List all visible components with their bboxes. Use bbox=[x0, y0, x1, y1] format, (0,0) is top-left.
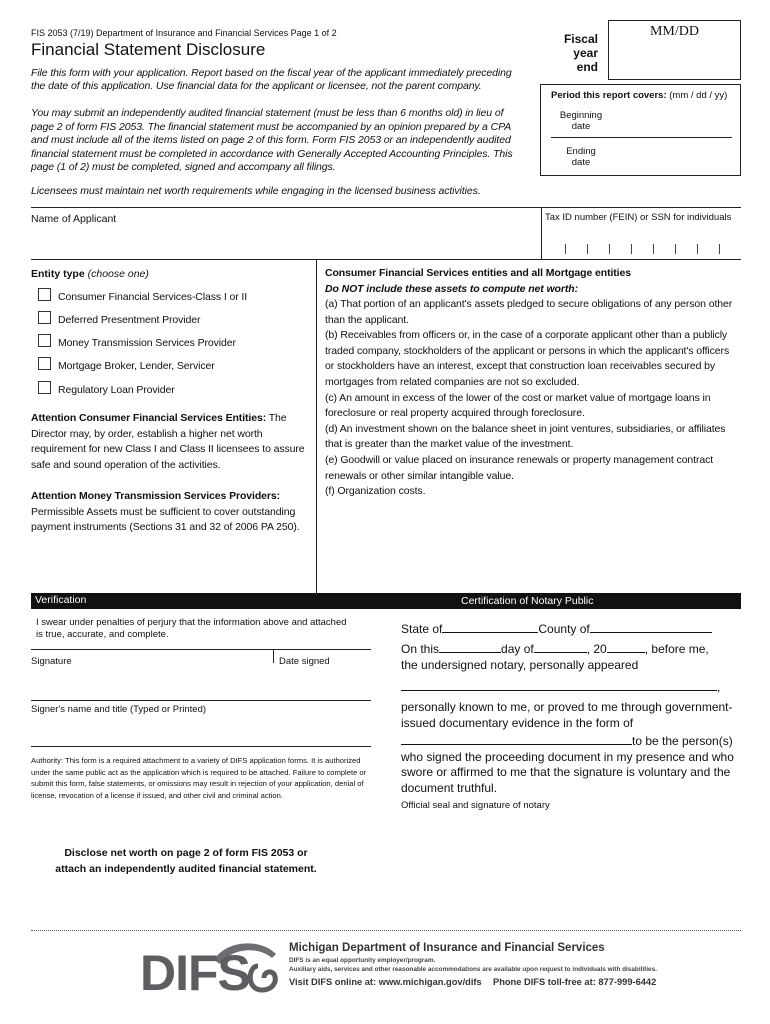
intro-paragraph-2: You may submit an independently audited financial statement (must be less than 6 months old) in lieu of page 2 of form FIS 2053. The financial statement must be accompanied by an opinion prepared by a CPA and must include all of the items listed on page 2 of this form. Form FIS 2053 or an independently audited financial statement must be completed in accordance with Generally Accepted Accounting Principles. This page (1 of 2) must be completed, signed and accompany all filings. bbox=[31, 107, 513, 173]
exclusion-item: (e) Goodwill or value placed on insurance renewals or property management contract renewals or other similar intangible value. bbox=[325, 453, 714, 482]
applicant-name-field[interactable] bbox=[31, 226, 536, 258]
appeared-name-field[interactable] bbox=[401, 679, 717, 691]
county-field[interactable] bbox=[590, 621, 712, 633]
intro-paragraph-1: File this form with your application. Report based on the fiscal year of the applicant immediately preceding the date of this application. Use financial data for the applicant or licensee, not the parent company. bbox=[31, 67, 512, 92]
disclose-note: Disclose net worth on page 2 of form FIS 2053 or attach an independently audited financial statement. bbox=[55, 847, 317, 875]
tax-id-label: Tax ID number (FEIN) or SSN for individuals bbox=[545, 212, 732, 223]
date-signed-field[interactable] bbox=[276, 668, 371, 686]
applicant-name-label: Name of Applicant bbox=[31, 213, 117, 225]
option-label-money-transmission: Money Transmission Services Provider bbox=[58, 337, 236, 349]
footer-line-2: Auxiliary aids, services and other reasonable accommodations are available upon request to individuals with disabilities. bbox=[289, 966, 657, 973]
evidence-field[interactable] bbox=[401, 733, 632, 745]
footer-line-1: DIFS is an equal opportunity employer/program. bbox=[289, 957, 436, 964]
checkbox-regulatory-loan[interactable] bbox=[38, 381, 51, 394]
exclusion-item: (b) Receivables from officers or, in the case of a corporate applicant other than a publicly traded company, stockholders of the applicant or persons in which the applicant's officers or stockholders have an interest, except that construction loan receivables secured by mortgages from related companies are not so excluded. bbox=[325, 329, 730, 388]
footer-phone: Phone DIFS toll-free at: 877-999-6442 bbox=[493, 977, 657, 987]
svg-text:DIFS: DIFS bbox=[140, 945, 250, 996]
entity-type-label: Entity type (choose one) bbox=[31, 268, 149, 280]
day-field[interactable] bbox=[439, 641, 501, 653]
notary-block: State of County of On this day of , 20 , before me, the undersigned notary, personally appeared , personally known to me, or proved to me through government- issued documentary evidence in the form of to be the person(s) who signed the proceeding document in my presence and who swore or affirmed to me that the signature is voluntary and the document truthful. Official seal and signature of notary bbox=[401, 621, 741, 814]
beginning-date-field[interactable] bbox=[619, 120, 731, 134]
footer-visit-link[interactable]: Visit DIFS online at: www.michigan.gov/difs bbox=[289, 977, 482, 987]
verification-statement: I swear under penalties of perjury that the information above and attached is true, accurate, and complete. bbox=[36, 617, 347, 640]
signature-label: Signature bbox=[31, 656, 72, 667]
tax-id-field[interactable] bbox=[545, 228, 739, 256]
footer-rule bbox=[31, 930, 741, 931]
difs-logo bbox=[140, 938, 285, 996]
intro-paragraph-3: Licensees must maintain net worth requirements while engaging in the licensed business activities. bbox=[31, 185, 481, 197]
option-label-deferred-presentment: Deferred Presentment Provider bbox=[58, 314, 201, 326]
ending-date-label: Ending date bbox=[566, 146, 596, 168]
exclusion-item: (d) An investment shown on the balance sheet in joint ventures, subsidiaries, or affiliates that is greater than the market value of the investment. bbox=[325, 422, 726, 451]
beginning-date-label: Beginning date bbox=[559, 110, 603, 132]
state-field[interactable] bbox=[442, 621, 538, 633]
period-label: Period this report covers: (mm / dd / yy) bbox=[551, 90, 728, 101]
exclusion-item: (c) An amount in excess of the lower of the cost or market value of mortgage loans in foreclosure or real property acquired through foreclosure. bbox=[325, 391, 711, 420]
notary-seal-area[interactable] bbox=[401, 800, 741, 915]
notary-bar-label: Certification of Notary Public bbox=[461, 595, 594, 607]
exclusions-subtitle: Do NOT include these assets to compute net worth: bbox=[325, 283, 578, 295]
checkbox-mortgage[interactable] bbox=[38, 357, 51, 370]
notary-seal-label: Official seal and signature of notary bbox=[401, 800, 550, 811]
year-field[interactable] bbox=[607, 641, 645, 653]
section-bar bbox=[31, 593, 741, 609]
checkbox-money-transmission[interactable] bbox=[38, 334, 51, 347]
checkbox-deferred-presentment[interactable] bbox=[38, 311, 51, 324]
option-label-mortgage: Mortgage Broker, Lender, Servicer bbox=[58, 360, 215, 372]
footer-dept: Michigan Department of Insurance and Financial Services bbox=[289, 942, 605, 954]
attention-cfs-note: Attention Consumer Financial Services Entities: The Director may, by order, establish a higher net worth requirement for new Class I and Class II licensees to assure safe and sound operation of the activities. bbox=[31, 412, 305, 471]
month-field[interactable] bbox=[534, 641, 587, 653]
page-title: Financial Statement Disclosure bbox=[31, 40, 266, 59]
option-label-regulatory-loan: Regulatory Loan Provider bbox=[58, 384, 175, 396]
exclusion-item: (a) That portion of an applicant's assets pledged to secure obligations of any person other than the applicant. bbox=[325, 298, 733, 326]
signer-name-label: Signer's name and title (Typed or Printed) bbox=[31, 704, 207, 715]
form-id: FIS 2053 (7/19) Department of Insurance and Financial Services Page 1 of 2 bbox=[31, 28, 337, 38]
verification-bar-label: Verification bbox=[35, 594, 87, 606]
attention-mts-note: Attention Money Transmission Services Providers: Permissible Assets must be sufficient to cover outstanding payment instruments (Sections 31 and 32 of 2006 PA 250). bbox=[31, 490, 300, 533]
period-box bbox=[540, 84, 741, 176]
authority-text: Authority: This form is a required attachment to a variety of DIFS application forms. It is authorized under the same public act as the application which is required to be attached. Failure to complete or submit this form, false statements, or omissions may result in rejection of your application, denial of license, revocation of a license if issued, and other civil and criminal action. bbox=[31, 756, 367, 800]
ending-date-field[interactable] bbox=[619, 155, 731, 169]
option-label-consumer-financial: Consumer Financial Services-Class I or II bbox=[58, 291, 248, 303]
exclusion-item: (f) Organization costs. bbox=[325, 485, 426, 498]
difs-logo-art bbox=[140, 938, 285, 996]
fiscal-year-end-field[interactable] bbox=[608, 20, 741, 80]
mmdd-hint: MM/DD bbox=[649, 24, 699, 39]
fiscal-label: Fiscal year end bbox=[563, 32, 598, 74]
exclusions-title: Consumer Financial Services entities and all Mortgage entities bbox=[325, 267, 631, 279]
checkbox-consumer-financial[interactable] bbox=[38, 288, 51, 301]
date-signed-label: Date signed bbox=[279, 656, 330, 667]
exclusions-list bbox=[325, 297, 735, 500]
signer-name-field[interactable] bbox=[31, 716, 371, 744]
